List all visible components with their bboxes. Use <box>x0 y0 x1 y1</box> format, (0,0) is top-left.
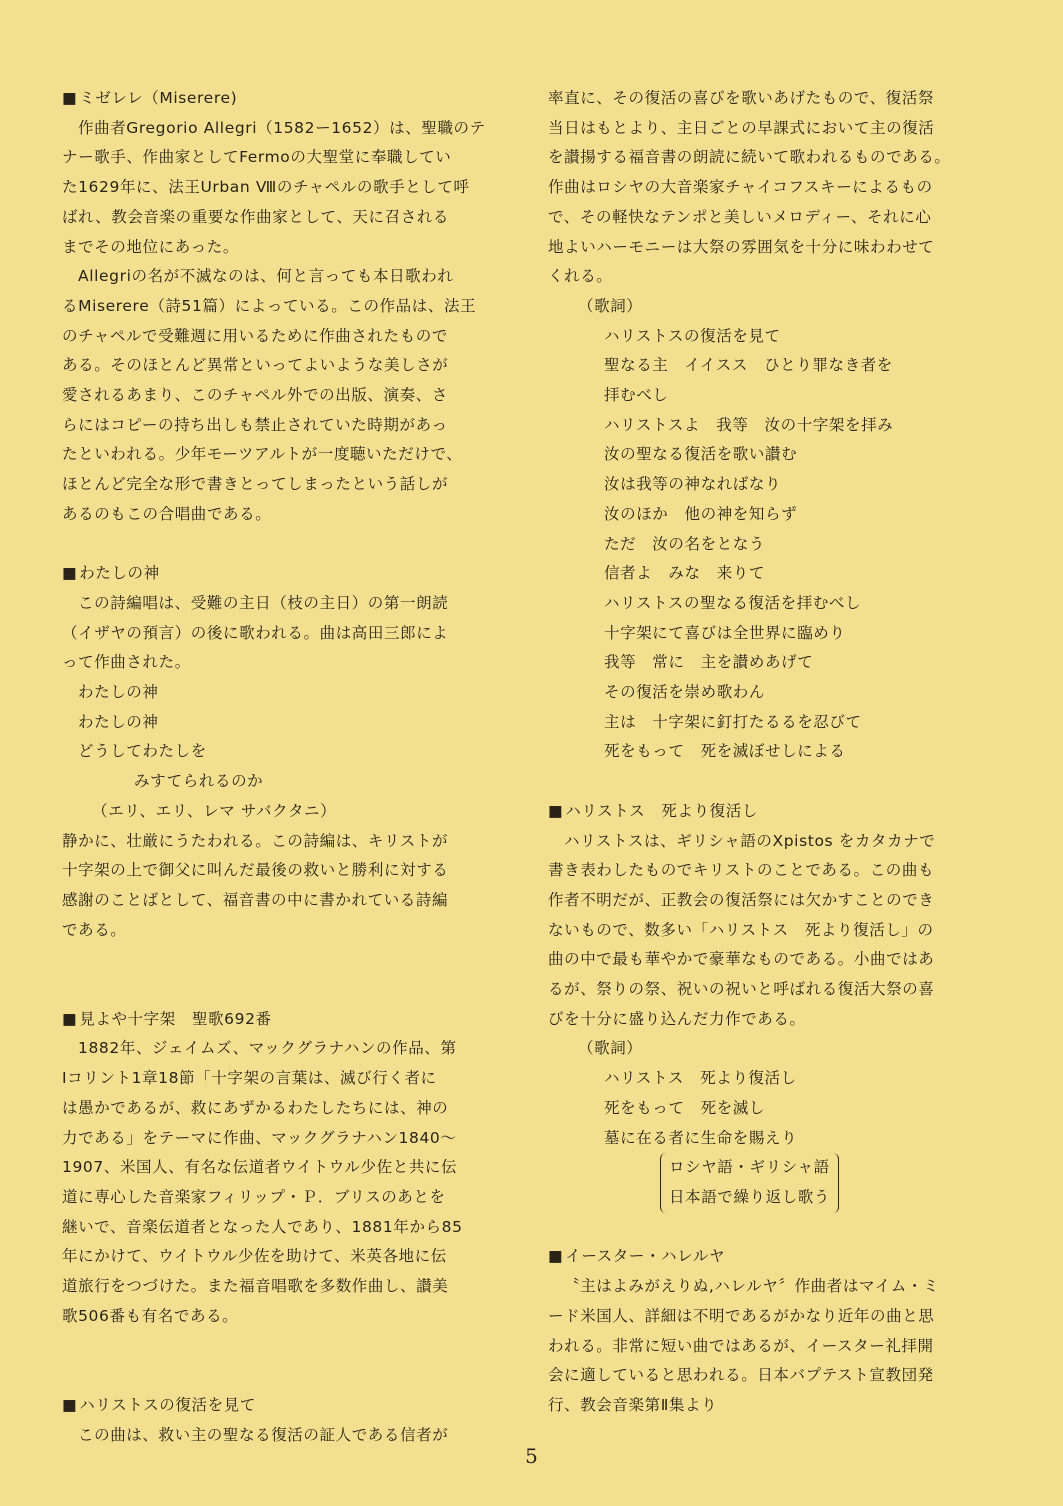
text-line: この詩編唱は、受難の主日（枝の主日）の第一朗読 <box>78 593 449 612</box>
text-line: ハリストスは、ギリシャ語のXpistos をカタカナで <box>564 831 936 850</box>
lyric-line: 十字架にて喜びは全世界に臨めり <box>604 623 846 642</box>
lyric-line: （エリ、エリ、レマ サバクタニ） <box>92 801 337 820</box>
text-line: 道に専心した音楽家フィリップ・Ｐ．ブリスのあとを <box>62 1187 446 1206</box>
lyric-line: 墓に在る者に生命を賜えり <box>604 1128 798 1147</box>
lyric-line: 死をもって 死を滅し <box>604 1098 766 1117</box>
lyric-line: ハリストス 死より復活し <box>604 1069 797 1088</box>
lyric-line: ハリストスよ 我等 汝の十字架を拝み <box>604 415 894 434</box>
lyric-line: 我等 常に 主を讃めあげて <box>604 653 814 672</box>
lyric-line: 主は 十字架に釘打たるるを忍びて <box>604 712 862 731</box>
section-heading-miserere: ■ ミゼレレ（Miserere) <box>62 84 502 114</box>
text-line: たといわれる。少年モーツアルトが一度聴いただけで、 <box>62 445 463 464</box>
text-line: 1882年、ジェイムズ、マックグラナハンの作品、第 <box>78 1039 457 1058</box>
section-heading-easter-hallelujah: ■ イースター・ハレルヤ <box>548 1242 993 1272</box>
text-line: 十字架の上で御父に叫んだ最後の救いと勝利に対する <box>62 861 449 880</box>
lyrics-label: （歌詞） <box>578 296 643 315</box>
left-column <box>62 84 502 1450</box>
lyric-line: どうしてわたしを <box>78 742 207 761</box>
lyric-line: 拝むべし <box>604 386 669 405</box>
text-line: 〝主はよみがえりぬ,ハレルヤ〞作曲者はマイム・ミ <box>564 1277 940 1296</box>
text-line: （イザヤの預言）の後に歌われる。曲は高田三郎によ <box>62 623 449 642</box>
lyric-line: わたしの神 <box>78 712 159 731</box>
text-line: ないもので、数多い「ハリストス 死より復活し」の <box>548 920 934 939</box>
text-line: は愚かであるが、救にあずかるわたしたちには、神の <box>62 1098 449 1117</box>
text-line: で、その軽快なテンポと美しいメロディー、それに心 <box>548 207 932 226</box>
text-line: ばれ、教会音楽の重要な作曲家として、天に召される <box>62 207 450 226</box>
text-line: のチャペルで受難週に用いるために作曲されたもので <box>62 326 448 345</box>
section-heading-haristos-shi-yori-fukkatsu: ■ ハリストス 死より復活し <box>548 797 993 827</box>
text-line: 道旅行をつづけた。また福音唱歌を多数作曲し、讃美 <box>62 1277 449 1296</box>
text-line: Ⅰコリント1章18節「十字架の言葉は、滅び行く者に <box>62 1069 437 1088</box>
page-number: 5 <box>525 1444 538 1468</box>
text-line: 愛されるあまり、このチャペル外での出版、演奏、さ <box>62 386 448 405</box>
text-line: た1629年に、法王Urban Ⅷのチャペルの歌手として呼 <box>62 178 470 197</box>
text-line: 静かに、壮厳にうたわれる。この詩編は、キリストが <box>62 831 449 850</box>
text-line: 地よいハーモニーは大祭の雰囲気を十分に味わわせて <box>548 237 935 256</box>
text-line: ある。そのほとんど異常といってよいような美しさが <box>62 356 449 375</box>
text-line: 1907、米国人、有名な伝道者ウイトウル少佐と共に伝 <box>62 1158 458 1177</box>
text-line: るMiserere（詩51篇）によっている。この作品は、法王 <box>62 296 477 315</box>
text-line: この曲は、救い主の聖なる復活の証人である信者が <box>78 1425 449 1444</box>
text-line: 歌506番も有名である。 <box>62 1306 239 1325</box>
lyric-line: 汝のほか 他の神を知らず <box>604 504 798 523</box>
text-line: 感謝のことばとして、福音書の中に書かれている詩編 <box>62 890 449 909</box>
lyrics-label: （歌詞） <box>578 1039 643 1058</box>
text-line: われる。非常に短い曲ではあるが、イースター礼拝開 <box>548 1336 934 1355</box>
text-line: までその地位にあった。 <box>62 237 239 256</box>
text-line: 率直に、その復活の喜びを歌いあげたもので、復活祭 <box>548 89 935 107</box>
text-line: らにはコピーの持ち出しも禁止されていた時期があっ <box>62 415 448 434</box>
lyric-line: 汝の聖なる復活を歌い讃む <box>604 445 798 464</box>
text-line: Allegriの名が不滅なのは、何と言っても本日歌われ <box>78 267 454 286</box>
section-heading-miyoya-jujika: ■ 見よや十字架 聖歌692番 <box>62 1005 502 1035</box>
text-line: ード米国人、詳細は不明であるがかなり近年の曲と思 <box>548 1306 935 1325</box>
text-line: ナー歌手、作曲家としてFermoの大聖堂に奉職してい <box>62 148 452 167</box>
section-heading-watashi-no-kami: ■ わたしの神 <box>62 559 502 589</box>
text-line: るが、祭りの祭、祝いの祝いと呼ばれる復活大祭の喜 <box>548 980 935 999</box>
text-line: って作曲された。 <box>62 653 191 672</box>
lyric-line: わたしの神 <box>78 683 159 702</box>
lyric-line: 聖なる主 イイスス ひとり罪なき者を <box>604 356 893 375</box>
text-line: 会に適していると思われる。日本バプテスト宣教団発 <box>548 1366 934 1385</box>
text-line: 年にかけて、ウイトウル少佐を助けて、米英各地に伝 <box>62 1247 447 1266</box>
text-line: くれる。 <box>548 267 613 286</box>
text-line: 作曲はロシヤの大音楽家チャイコフスキーによるもの <box>548 178 933 197</box>
text-line: 力である」をテーマに作曲、マックグラナハン1840～ <box>62 1128 457 1147</box>
lyric-line: 汝は我等の神なればなり <box>604 475 782 494</box>
bracket-line: ロシヤ語・ギリシャ語 <box>669 1158 830 1177</box>
bracket-line: 日本語で繰り返し歌う <box>669 1188 831 1206</box>
text-line: 作者不明だが、正教会の復活祭には欠かすことのでき <box>548 890 935 909</box>
lyric-line: ただ 汝の名をとなう <box>604 534 766 553</box>
text-line: である。 <box>62 920 127 939</box>
text-line: あるのもこの合唱曲である。 <box>62 504 272 523</box>
text-line: 行、教会音楽第Ⅱ集より <box>548 1395 718 1414</box>
text-line: 継いで、音楽伝道者となった人であり、1881年から85 <box>62 1217 463 1236</box>
right-column <box>548 84 993 1421</box>
text-line: 書き表わしたものでキリストのことである。この曲も <box>548 861 935 880</box>
section-heading-haristos-fukkatsu-wo-mite: ■ ハリストスの復活を見て <box>62 1391 502 1421</box>
text-line: 当日はもとより、主日ごとの早課式において主の復活 <box>548 118 935 137</box>
text-line: 曲の中で最も華やかで豪華なものである。小曲ではあ <box>548 950 935 969</box>
language-note-bracket <box>660 1153 839 1212</box>
lyric-line: 死をもって 死を滅ぼせしによる <box>604 742 846 761</box>
lyric-line: その復活を崇め歌わん <box>604 683 766 702</box>
text-line: を讃揚する福音書の朗読に続いて歌われるものである。 <box>548 148 951 167</box>
text-line: ほとんど完全な形で書きとってしまったという話しが <box>62 475 449 494</box>
lyric-line: みすてられるのか <box>134 772 264 791</box>
lyric-line: ハリストスの復活を見て <box>604 326 781 345</box>
text-line: 作曲者Gregorio Allegri（1582ー1652）は、聖職のテ <box>78 118 486 137</box>
lyric-line: ハリストスの聖なる復活を拝むべし <box>604 593 862 612</box>
text-line: びを十分に盛り込んだ力作である。 <box>548 1009 806 1028</box>
lyric-line: 信者よ みな 来りて <box>604 564 766 583</box>
